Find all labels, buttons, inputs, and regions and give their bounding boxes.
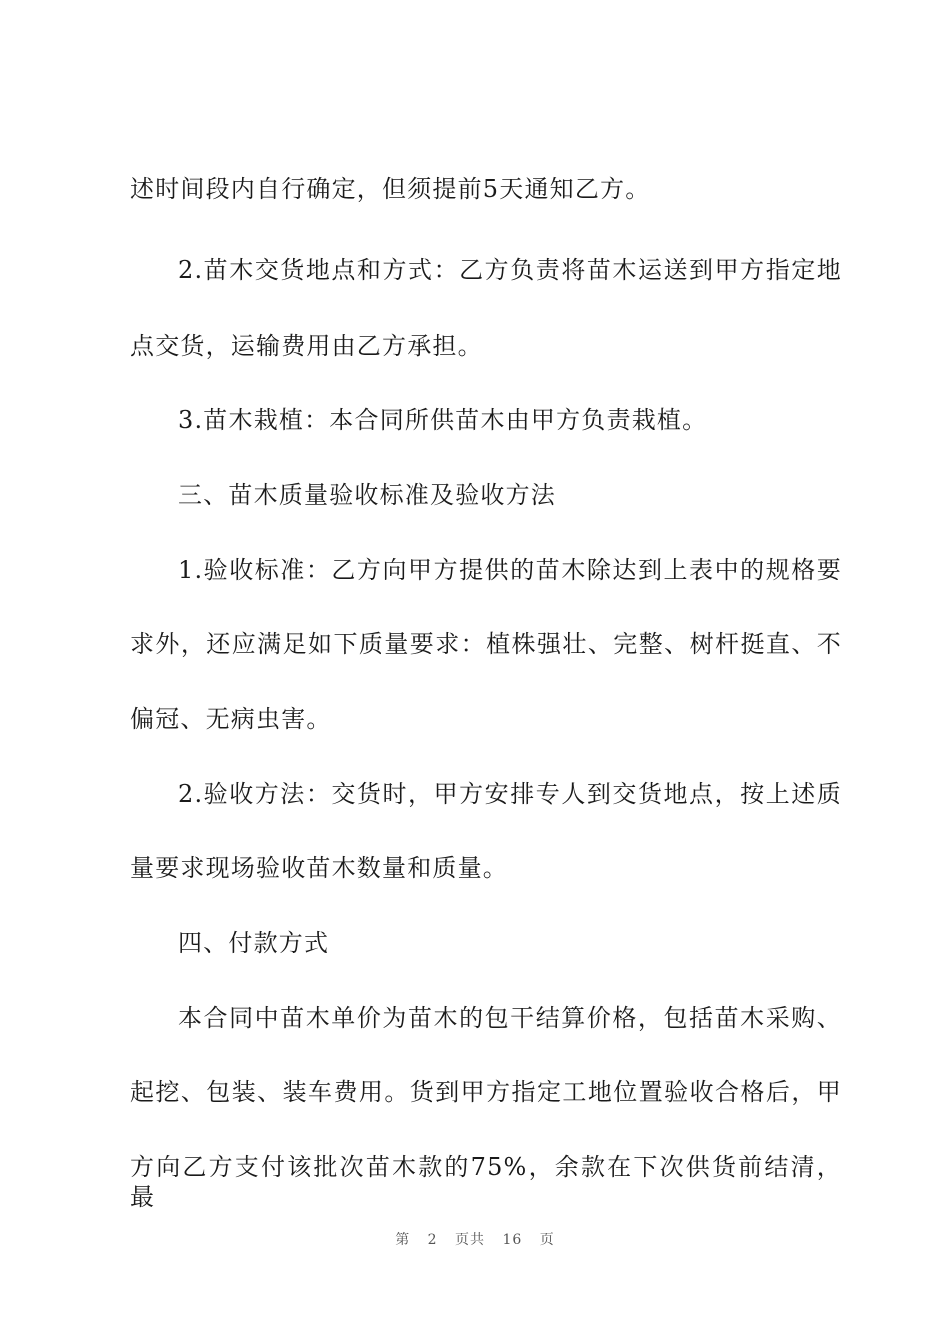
- body-line-12: 本合同中苗木单价为苗木的包干结算价格，包括苗木采购、: [178, 1004, 842, 1032]
- footer-middle: 页共: [455, 1232, 486, 1248]
- body-line-6: 1.验收标准：乙方向甲方提供的苗木除达到上表中的规格要: [178, 556, 842, 584]
- section-heading-3: 三、苗木质量验收标准及验收方法: [178, 481, 556, 509]
- footer-suffix: 页: [539, 1232, 555, 1248]
- body-line-2: 2.苗木交货地点和方式：乙方负责将苗木运送到甲方指定地: [178, 256, 842, 284]
- page-footer: [0, 1229, 950, 1249]
- body-line-14: 方向乙方支付该批次苗木款的75%，余款在下次供货前结清，最: [130, 1153, 842, 1211]
- body-line-8: 偏冠、无病虫害。: [130, 705, 332, 733]
- body-line-10: 量要求现场验收苗木数量和质量。: [130, 854, 508, 882]
- footer-total-pages: 16: [502, 1232, 523, 1248]
- body-line-4: 3.苗木栽植：本合同所供苗木由甲方负责栽植。: [178, 406, 708, 434]
- body-line-1: 述时间段内自行确定，但须提前5天通知乙方。: [130, 175, 651, 203]
- body-line-3: 点交货，运输费用由乙方承担。: [130, 332, 483, 360]
- footer-prefix: 第: [395, 1232, 411, 1248]
- body-line-13: 起挖、包装、装车费用。货到甲方指定工地位置验收合格后，甲: [130, 1078, 842, 1106]
- body-line-7: 求外，还应满足如下质量要求：植株强壮、完整、树杆挺直、不: [130, 630, 842, 658]
- body-line-9: 2.验收方法：交货时，甲方安排专人到交货地点，按上述质: [178, 780, 842, 808]
- footer-page-number: 2: [427, 1232, 438, 1248]
- section-heading-4: 四、付款方式: [178, 929, 330, 957]
